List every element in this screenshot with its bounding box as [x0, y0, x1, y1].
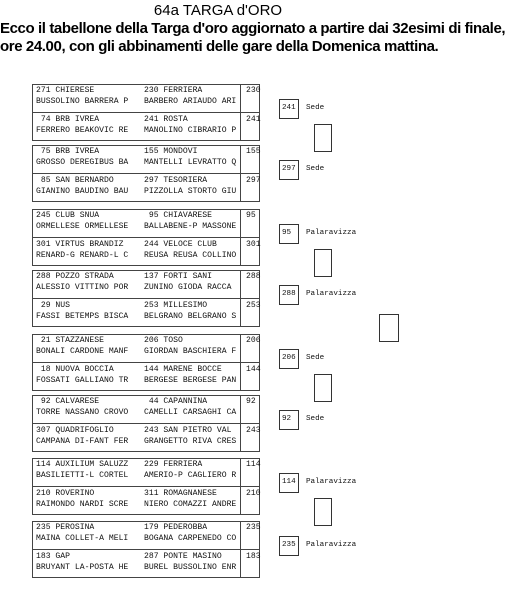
team-players: MAINA COLLET-A MELI: [36, 534, 129, 543]
match-winner-number: 243: [246, 426, 261, 435]
team-name: 206 TOSO: [144, 336, 183, 345]
team-players: FASSI BETEMPS BISCA: [36, 312, 129, 321]
team-name: 144 MARENE BOCCE: [144, 365, 222, 374]
team-name: 210 ROVERINO: [36, 489, 95, 498]
match-winner-number: 183: [246, 552, 261, 561]
team-players: BARBERO ARIAUDO ARI: [144, 97, 237, 106]
venue-label: Palaravizza: [306, 290, 357, 298]
slot-winner-number: 297: [282, 165, 296, 173]
divider: [33, 112, 259, 113]
empty-slot: [379, 314, 399, 342]
venue-label: Sede: [306, 165, 325, 173]
divider: [33, 486, 259, 487]
team-players: TORRE NASSANO CROVO: [36, 408, 129, 417]
team-name: 311 ROMAGNANESE: [144, 489, 217, 498]
match-winner-number: 301: [246, 240, 261, 249]
match-winner-number: 114: [246, 460, 261, 469]
team-name: 297 TESORIERA: [144, 176, 208, 185]
team-players: BUREL BUSSOLINO ENR: [144, 563, 237, 572]
team-name: 114 AUXILIUM SALUZZ: [36, 460, 129, 469]
match-winner-number: 288: [246, 272, 261, 281]
match-winner-number: 95: [246, 211, 256, 220]
slot-winner-number: 288: [282, 290, 296, 298]
empty-slot: [314, 498, 332, 526]
empty-slot: [314, 374, 332, 402]
team-name: 229 FERRIERA: [144, 460, 203, 469]
team-players: BELGRANO BELGRANO S: [144, 312, 237, 321]
team-players: BRUYANT LA-POSTA HE: [36, 563, 129, 572]
team-name: 92 CALVARESE: [36, 397, 100, 406]
slot-winner-number: 95: [282, 229, 292, 237]
slot-winner-number: 114: [282, 478, 296, 486]
divider: [33, 298, 259, 299]
team-name: 287 PONTE MASINO: [144, 552, 222, 561]
team-players: GIANINO BAUDINO BAU: [36, 187, 129, 196]
team-players: AMERIO-P CAGLIERO R: [144, 471, 237, 480]
team-name: 137 FORTI SANI: [144, 272, 212, 281]
team-players: NIERO COMAZZI ANDRE: [144, 500, 237, 509]
match-winner-number: 241: [246, 115, 261, 124]
team-name: 179 PEDEROBBA: [144, 523, 208, 532]
match-winner-number: 230: [246, 86, 261, 95]
match-winner-number: 92: [246, 397, 256, 406]
match-winner-number: 253: [246, 301, 261, 310]
team-players: RENARD-G RENARD-L C: [36, 251, 129, 260]
team-name: 21 STAZZANESE: [36, 336, 104, 345]
team-players: PIZZOLLA STORTO GIU: [144, 187, 237, 196]
subtitle-line-1: Ecco il tabellone della Targa d'oro aggiornato a partire dai 32esimi di finale,: [0, 20, 505, 37]
slot-winner-number: 235: [282, 541, 296, 549]
match-winner-number: 297: [246, 176, 261, 185]
team-players: GRANGETTO RIVA CRES: [144, 437, 237, 446]
slot-winner-number: 92: [282, 415, 292, 423]
venue-label: Sede: [306, 354, 325, 362]
subtitle-line-2: ore 24.00, con gli abbinamenti delle gare della Domenica mattina.: [0, 38, 439, 55]
team-players: BONALI CARDONE MANF: [36, 347, 129, 356]
team-players: CAMELLI CARSAGHI CA: [144, 408, 237, 417]
page-title: 64a TARGA d'ORO: [153, 2, 283, 19]
team-players: BERGESE BERGESE PAN: [144, 376, 237, 385]
team-players: GROSSO DEREGIBUS BA: [36, 158, 129, 167]
team-players: REUSA REUSA COLLINO: [144, 251, 237, 260]
team-name: 253 MILLESIMO: [144, 301, 208, 310]
venue-label: Sede: [306, 415, 325, 423]
divider: [33, 423, 259, 424]
team-players: RAIMONDO NARDI SCRE: [36, 500, 129, 509]
team-players: GIORDAN BASCHIERA F: [144, 347, 237, 356]
team-name: 183 GAP: [36, 552, 70, 561]
team-players: ORMELLESE ORMELLESE: [36, 222, 129, 231]
team-name: 44 CAPANNINA: [144, 397, 208, 406]
team-name: 85 SAN BERNARDO: [36, 176, 114, 185]
team-players: BUSSOLINO BARRERA P: [36, 97, 129, 106]
team-players: ALESSIO VITTINO POR: [36, 283, 129, 292]
venue-label: Palaravizza: [306, 541, 357, 549]
team-name: 241 ROSTA: [144, 115, 188, 124]
team-players: BOGANA CARPENEDO CO: [144, 534, 237, 543]
team-players: CAMPANA DI-FANT FER: [36, 437, 129, 446]
team-name: 301 VIRTUS BRANDIZ: [36, 240, 124, 249]
team-name: 18 NUOVA BOCCIA: [36, 365, 114, 374]
venue-label: Palaravizza: [306, 229, 357, 237]
match-winner-number: 235: [246, 523, 261, 532]
team-name: 288 POZZO STRADA: [36, 272, 114, 281]
divider: [33, 173, 259, 174]
divider: [33, 549, 259, 550]
empty-slot: [314, 124, 332, 152]
venue-label: Palaravizza: [306, 478, 357, 486]
divider: [33, 237, 259, 238]
team-name: 155 MONDOVI: [144, 147, 198, 156]
team-name: 75 BRB IVREA: [36, 147, 100, 156]
team-name: 230 FERRIERA: [144, 86, 203, 95]
team-name: 245 CLUB SNUA: [36, 211, 100, 220]
team-name: 243 SAN PIETRO VAL: [144, 426, 232, 435]
match-winner-number: 155: [246, 147, 261, 156]
team-players: ZUNINO GIODA RACCA: [144, 283, 232, 292]
team-name: 74 BRB IVREA: [36, 115, 100, 124]
slot-winner-number: 241: [282, 104, 296, 112]
match-winner-number: 210: [246, 489, 261, 498]
team-players: MANOLINO CIBRARIO P: [144, 126, 237, 135]
match-winner-number: 206: [246, 336, 261, 345]
venue-label: Sede: [306, 104, 325, 112]
team-players: FERRERO BEAKOVIC RE: [36, 126, 129, 135]
team-name: 271 CHIERESE: [36, 86, 95, 95]
slot-winner-number: 206: [282, 354, 296, 362]
team-players: FOSSATI GALLIANO TR: [36, 376, 129, 385]
team-players: BASILIETTI-L CORTEL: [36, 471, 129, 480]
team-players: BALLABENE-P MASSONE: [144, 222, 237, 231]
team-name: 29 NUS: [36, 301, 70, 310]
team-players: MANTELLI LEVRATTO Q: [144, 158, 237, 167]
team-name: 95 CHIAVARESE: [144, 211, 212, 220]
team-name: 307 QUADRIFOGLIO: [36, 426, 114, 435]
empty-slot: [314, 249, 332, 277]
team-name: 244 VELOCE CLUB: [144, 240, 217, 249]
team-name: 235 PEROSINA: [36, 523, 95, 532]
divider: [33, 362, 259, 363]
match-winner-number: 144: [246, 365, 261, 374]
